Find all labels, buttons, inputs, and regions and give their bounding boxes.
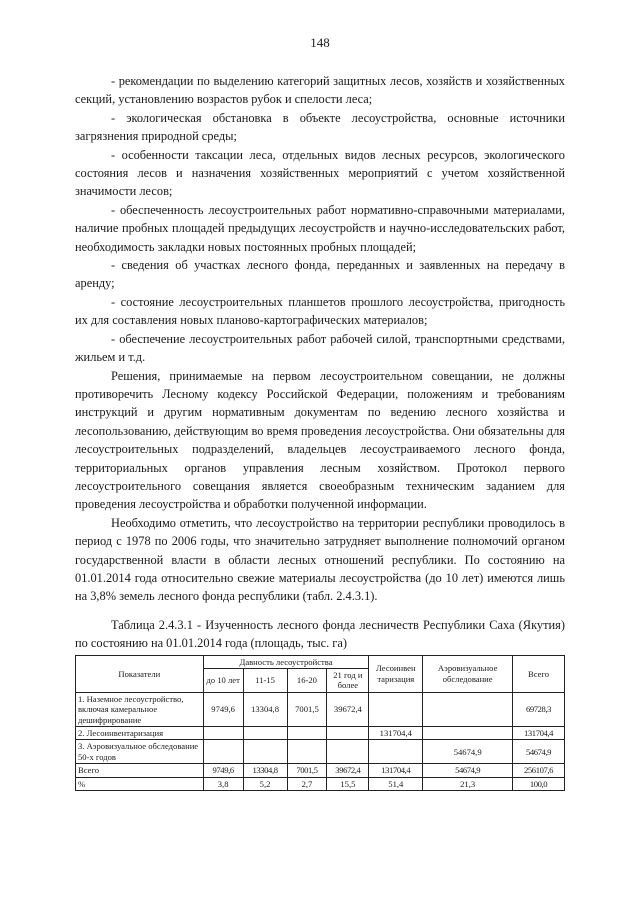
paragraph: - рекомендации по выделению категорий защитных лесов, хозяйств и хозяйственных секций, установлению возрастов рубок и спелости леса;: [75, 74, 565, 107]
table-cell: [243, 727, 287, 740]
table-cell: 39672,4: [327, 692, 369, 726]
paragraph: Необходимо отметить, что лесоустройство на территории республики проводилось в период с 1978 по 2006 годы, что значительно затрудняет выполнение полномочий органом государственной власти в области лесных отношений республики. По состоянию на 01.01.2014 года относительно свежие материалы лесоустройства (до 10 лет) имеются лишь на 3,8% земель лесного фонда республики (табл. 2.4.3.1).: [75, 515, 565, 604]
row-label: 1. Наземное лесоустройство, включая камеральное дешифрирование: [76, 692, 204, 726]
table-row: [76, 740, 565, 764]
table-cell: [203, 727, 243, 740]
column-header-age-group: Давность лесоустройства: [203, 655, 369, 668]
column-header-age: 16-20: [287, 669, 327, 693]
paragraph: - сведения об участках лесного фонда, переданных и заявленных на передачу в аренду;: [75, 258, 565, 291]
paragraph: - обеспечение лесоустроительных работ рабочей силой, транспортными средствами, жильем и т.д.: [75, 331, 565, 365]
row-label: 3. Аэровизуальное обследование 50-х годов: [76, 740, 204, 764]
table-cell: 100,0: [513, 777, 565, 790]
table-cell: 13304,8: [243, 692, 287, 726]
column-header-age: до 10 лет: [203, 669, 243, 693]
page-number: 148: [310, 35, 330, 50]
table-row: [76, 727, 565, 740]
table-cell: 54674,9: [513, 740, 565, 764]
table-row: [76, 777, 565, 790]
table-cell: 7001,5: [287, 692, 327, 726]
table-header-row: [76, 655, 565, 668]
paragraph: Решения, принимаемые на первом лесоустроительном совещании, не должны противоречить Лесному кодексу Российской Федерации, положениям и требованиям инструкций и другим нормативным документам по ведению лесного хозяйства и лесопользованию, действующим во время проведения лесоустройства. Они обязательны для лесоустроительных подразделений, владельцев лесоустраиваемого лесного фонда, территориальных органов управления лесным хозяйством. Протокол первого лесоустроительного совещания является своеобразным техническим заданием для проведения лесоустройства и обработки полученной информации.: [75, 368, 565, 512]
table-row: [76, 692, 565, 726]
table-cell: [369, 740, 423, 764]
table-cell: 39672,4: [327, 764, 369, 777]
table-cell: 69728,3: [513, 692, 565, 726]
table-cell: 54674,9: [423, 740, 513, 764]
paragraph: - обеспеченность лесоустроительных работ нормативно-справочными материалами, наличие пробных площадей предыдущих лесоустройств и научно-исследовательских работ, необходимость закладки новых постоянных пробных площадей;: [75, 202, 565, 254]
column-header-age: 11-15: [243, 669, 287, 693]
table-cell: 9749,6: [203, 764, 243, 777]
column-header-indicators: Показатели: [76, 655, 204, 692]
table-cell: 3,8: [203, 777, 243, 790]
table-cell: [287, 727, 327, 740]
paragraph: - экологическая обстановка в объекте лесоустройства, основные источники загрязнения природной среды;: [75, 110, 565, 144]
row-label: %: [76, 777, 204, 790]
table-cell: 9749,6: [203, 692, 243, 726]
table-cell: [287, 740, 327, 764]
page-body: [75, 72, 565, 791]
table-cell: [423, 692, 513, 726]
table-cell: 13304,8: [243, 764, 287, 777]
table-cell: 131704,4: [369, 727, 423, 740]
table-row: [76, 764, 565, 777]
table-cell: 54674,9: [423, 764, 513, 777]
table-cell: [203, 740, 243, 764]
paragraph: - особенности таксации леса, отдельных видов лесных ресурсов, экологического состояния лесов и назначения хозяйственных мероприятий с учетом хозяйственной значимости лесов;: [75, 147, 565, 199]
table-cell: 5,2: [243, 777, 287, 790]
table-cell: 15,5: [327, 777, 369, 790]
forest-study-table: [75, 655, 565, 791]
row-label: 2. Лесоинвентаризация: [76, 727, 204, 740]
table-cell: [243, 740, 287, 764]
table-cell: [423, 727, 513, 740]
table-cell: 131704,4: [513, 727, 565, 740]
table-cell: 256107,6: [513, 764, 565, 777]
column-header-age: 21 год и более: [327, 669, 369, 693]
table-cell: 2,7: [287, 777, 327, 790]
column-header-aerovisual: Аэровизуальное обследование: [423, 655, 513, 692]
table-cell: 51,4: [369, 777, 423, 790]
paragraph: - состояние лесоустроительных планшетов прошлого лесоустройства, пригодность их для составления новых планово-картографических материалов;: [75, 294, 565, 328]
table-cell: 21,3: [423, 777, 513, 790]
column-header-total: Всего: [513, 655, 565, 692]
row-label: Всего: [76, 764, 204, 777]
table-caption: Таблица 2.4.3.1 - Изученность лесного фонда лесничеств Республики Саха (Якутия) по состоянию на 01.01.2014 года (площадь, тыс. га): [75, 617, 565, 651]
table-cell: [327, 727, 369, 740]
table-cell: [369, 692, 423, 726]
column-header-inventory: Лесоинвен таризация: [369, 655, 423, 692]
table-cell: [327, 740, 369, 764]
table-cell: 131704,4: [369, 764, 423, 777]
table-cell: 7001,5: [287, 764, 327, 777]
